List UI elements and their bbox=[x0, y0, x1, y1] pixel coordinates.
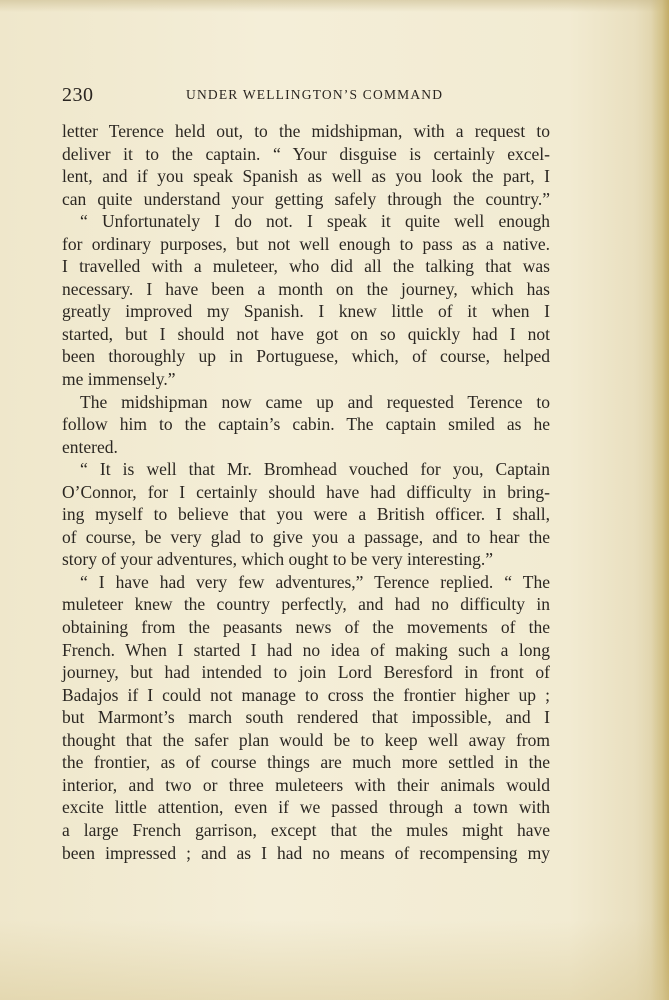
text-line: journey, but had intended to join Lord Beresford in front of bbox=[62, 662, 550, 683]
text-line: letter Terence held out, to the midshipman, with a request to bbox=[62, 121, 550, 141]
text-line: story of your adventures, which ought to be very interesting.” bbox=[62, 549, 494, 570]
text-line: entered. bbox=[62, 436, 118, 457]
text-line: started, but I should not have got on so quickly had I not bbox=[62, 323, 550, 344]
text-line: excite little attention, even if we passed through a town with bbox=[62, 797, 550, 818]
text-line: obtaining from the peasants news of the movements of the bbox=[62, 617, 550, 638]
running-head: UNDER WELLINGTON’S COMMAND bbox=[186, 87, 444, 102]
text-line: The midshipman now came up and requested Terence to bbox=[80, 391, 550, 412]
text-line: necessary. I have been a month on the journey, which has bbox=[62, 278, 550, 299]
text-line: Badajos if I could not manage to cross the frontier higher up ; bbox=[62, 684, 550, 705]
text-line: the frontier, as of course things are much more settled in the bbox=[62, 752, 550, 773]
text-line: me immensely.” bbox=[62, 369, 176, 390]
page-number: 230 bbox=[62, 84, 94, 106]
text-line: “ It is well that Mr. Bromhead vouched for you, Captain bbox=[80, 459, 550, 480]
text-line: deliver it to the captain. “ Your disguise is certainly excel- bbox=[62, 143, 550, 164]
page-header bbox=[62, 84, 550, 108]
text-line: thought that the safer plan would be to keep well away from bbox=[62, 729, 550, 750]
text-line: French. When I started I had no idea of making such a long bbox=[62, 639, 550, 660]
text-line: of course, be very glad to give you a passage, and to hear the bbox=[62, 526, 550, 547]
text-line: O’Connor, for I certainly should have had difficulty in bring- bbox=[62, 481, 550, 502]
text-line: I travelled with a muleteer, who did all the talking that was bbox=[62, 256, 550, 277]
page-bottom-discoloration bbox=[0, 920, 669, 1000]
text-line: a large French garrison, except that the mules might have bbox=[62, 819, 550, 840]
text-line: ing myself to believe that you were a British officer. I shall, bbox=[62, 504, 550, 525]
text-line: lent, and if you speak Spanish as well as you look the part, I bbox=[62, 166, 550, 187]
text-line: “ I have had very few adventures,” Terence replied. “ The bbox=[80, 571, 550, 592]
text-line: can quite understand your getting safely through the country.” bbox=[62, 188, 550, 209]
text-line: follow him to the captain’s cabin. The captain smiled as he bbox=[62, 414, 550, 435]
page-top-shadow bbox=[0, 0, 669, 12]
text-line: interior, and two or three muleteers with their animals would bbox=[62, 774, 550, 795]
text-line: muleteer knew the country perfectly, and had no difficulty in bbox=[62, 594, 550, 615]
text-line: been thoroughly up in Portuguese, which, of course, helped bbox=[62, 346, 550, 367]
text-line: been impressed ; and as I had no means of recompensing my bbox=[62, 842, 550, 863]
text-line: “ Unfortunately I do not. I speak it quite well enough bbox=[80, 211, 550, 232]
text-line: greatly improved my Spanish. I knew little of it when I bbox=[62, 301, 550, 322]
text-line: but Marmont’s march south rendered that impossible, and I bbox=[62, 707, 550, 728]
body-text bbox=[62, 120, 550, 864]
text-line: for ordinary purposes, but not well enough to pass as a native. bbox=[62, 233, 550, 254]
page-binding-edge bbox=[651, 0, 669, 1000]
